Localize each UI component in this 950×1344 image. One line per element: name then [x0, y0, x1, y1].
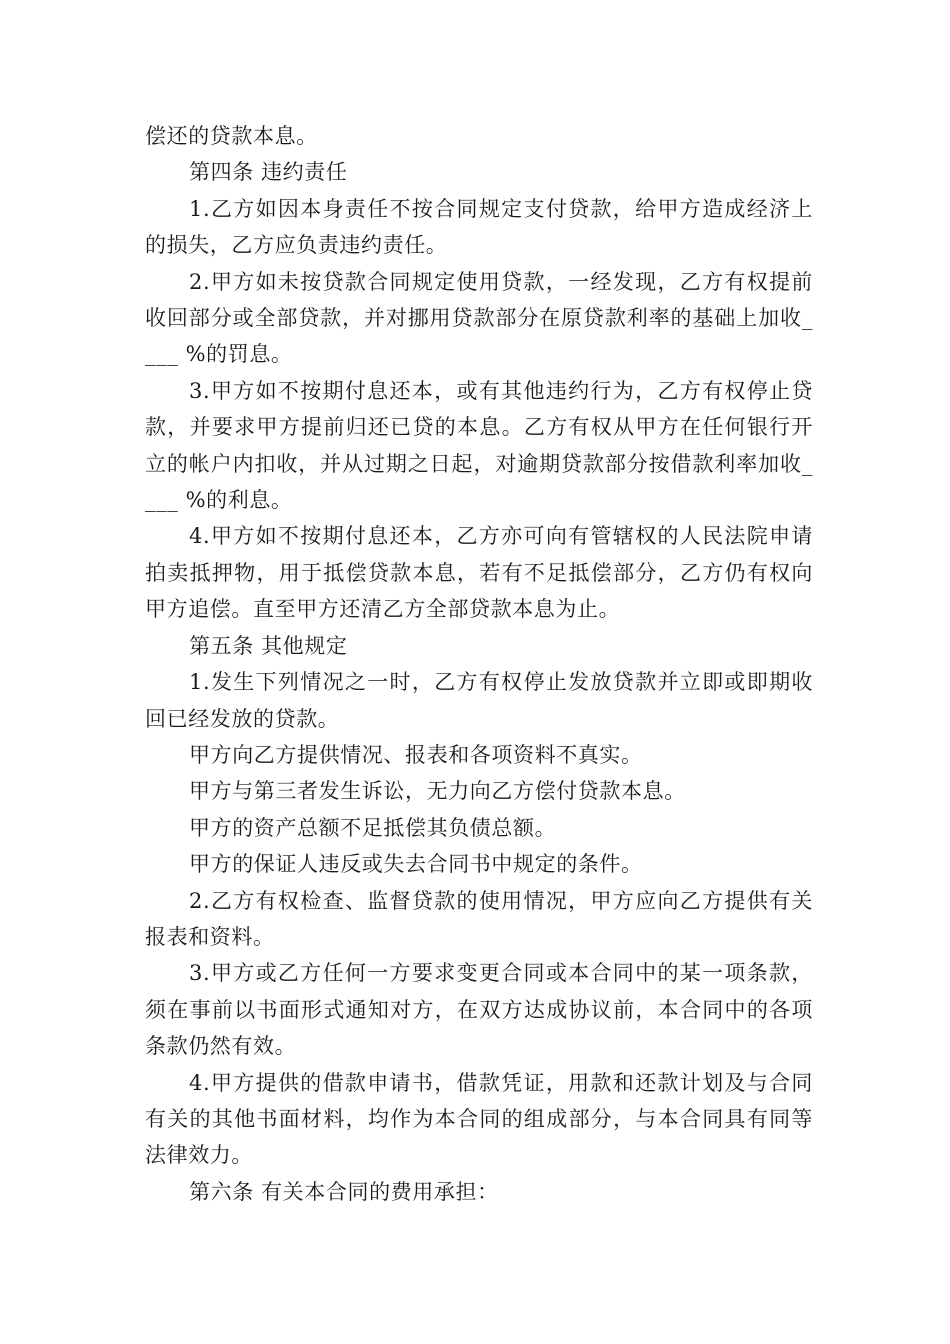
article-5-clause-3: 3.甲方或乙方任何一方要求变更合同或本合同中的某一项条款，须在事前以书面形式通知对方，在双方达成协议前，本合同中的各项条款仍然有效。 — [145, 961, 813, 1059]
article-5-condition-2: 甲方与第三者发生诉讼，无力向乙方偿付贷款本息。 — [189, 779, 686, 804]
article-4-clause-4: 4.甲方如不按期付息还本，乙方亦可向有管辖权的人民法院申请拍卖抵押物，用于抵偿贷款本息，若有不足抵偿部分，乙方仍有权向甲方追偿。直至甲方还清乙方全部贷款本息为止。 — [145, 524, 813, 622]
document-body — [145, 118, 813, 1210]
article-6-heading: 第六条 有关本合同的费用承担： — [189, 1179, 499, 1204]
article-4-clause-1: 1.乙方如因本身责任不按合同规定支付贷款，给甲方造成经济上的损失，乙方应负责违约责任。 — [145, 196, 813, 258]
article-4-heading: 第四条 违约责任 — [189, 160, 348, 185]
article-5-condition-4: 甲方的保证人违反或失去合同书中规定的条件。 — [189, 852, 643, 877]
article-5-clause-2: 2.乙方有权检查、监督贷款的使用情况，甲方应向乙方提供有关报表和资料。 — [145, 888, 813, 949]
article-5-clause-4: 4.甲方提供的借款申请书，借款凭证，用款和还款计划及与合同有关的其他书面材料，均作为本合同的组成部分，与本合同具有同等法律效力。 — [145, 1070, 813, 1168]
article-4-clause-2: 2.甲方如未按贷款合同规定使用贷款，一经发现，乙方有权提前收回部分或全部贷款，并对挪用贷款部分在原贷款利率的基础上加收____ %的罚息。 — [145, 269, 813, 367]
article-5-heading: 第五条 其他规定 — [189, 633, 348, 658]
article-5-condition-3: 甲方的资产总额不足抵偿其负债总额。 — [189, 815, 557, 840]
paragraph-continuation: 偿还的贷款本息。 — [145, 124, 318, 148]
article-5-condition-1: 甲方向乙方提供情况、报表和各项资料不真实。 — [189, 742, 643, 767]
article-4-clause-3: 3.甲方如不按期付息还本，或有其他违约行为，乙方有权停止贷款，并要求甲方提前归还已贷的本息。乙方有权从甲方在任何银行开立的帐户内扣收，并从过期之日起，对逾期贷款部分按借款利率加收____ %的利息。 — [145, 378, 813, 513]
article-5-clause-1: 1.发生下列情况之一时，乙方有权停止发放贷款并立即或即期收回已经发放的贷款。 — [145, 670, 813, 731]
